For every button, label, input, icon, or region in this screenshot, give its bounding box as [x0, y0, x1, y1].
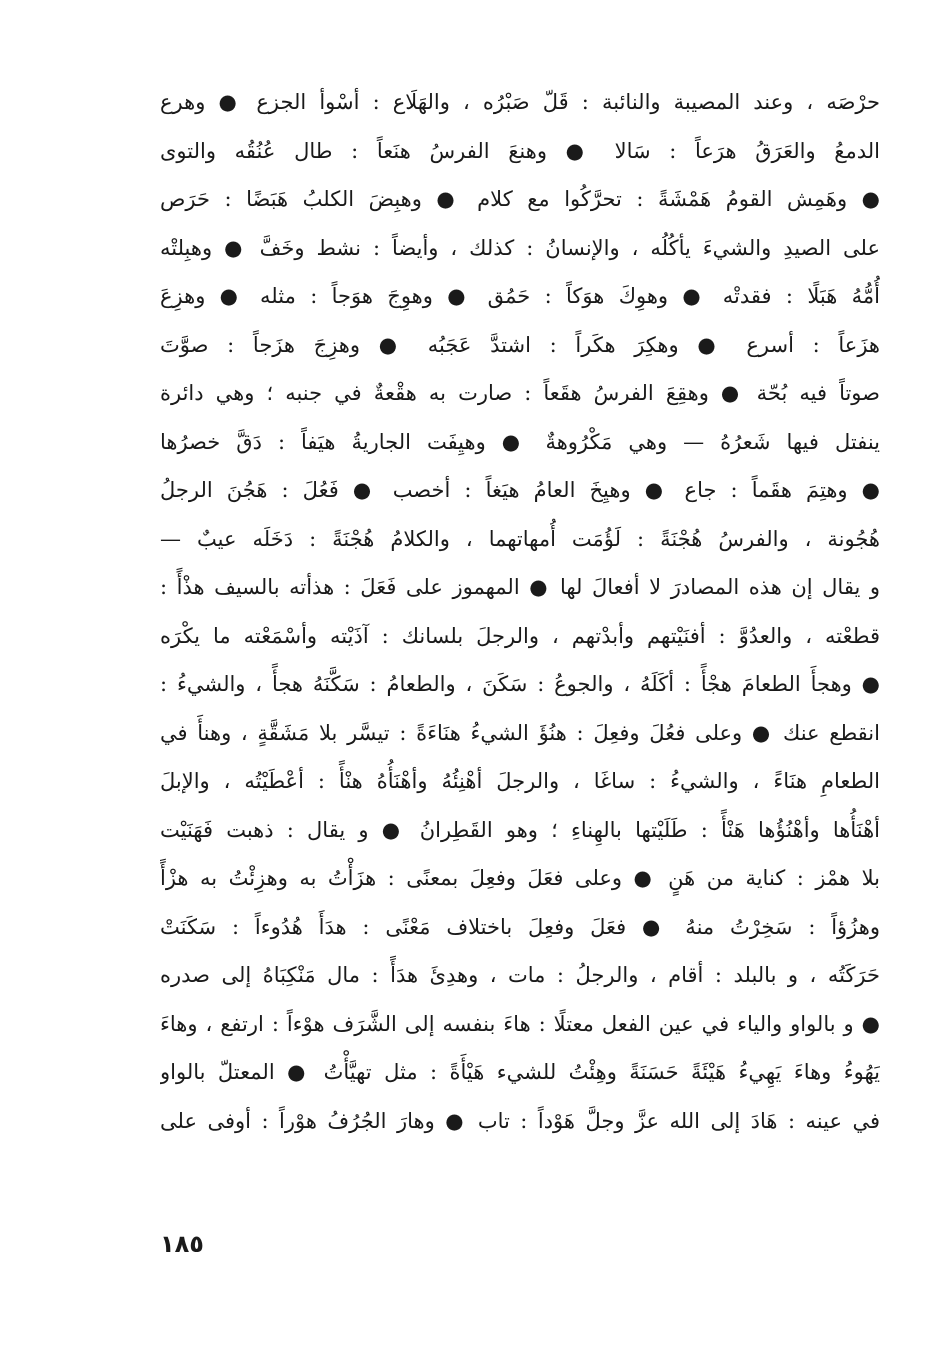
- text-line: في عينه : هَادَ إلى الله عزَّ وجلَّ هَوْداً : تاب ● وهارَ الجُرُفُ هوْراً : أوفى على: [160, 1108, 880, 1133]
- text-line: ينفتل فيها شَعرُهُ — وهي مَكْرُوهةٌ ● وهيِفَت الجاريةُ هيَفاً : دَقَّ خصرُها: [160, 429, 880, 454]
- text-line: حَرَكَتُه ، و بالبلد : أقام ، والرجلُ : مات ، وهدِئَ هدَأً : مال مَنْكِبَاهُ إلى صدره: [160, 963, 880, 987]
- text-line: حرْصَه ، وعند المصيبة والنائبة : قَلّ صَبْرُه ، والهَلَاع : أسْوأ الجزع ● وهرع: [160, 90, 880, 114]
- text-line: أهْنَأُها وأهْنُؤُها هَنْأً : طَلَيْتها بالهِناءِ ؛ وهو القَطِرانُ ● و يقال : ذهبت فَهَنَيْت: [160, 817, 880, 842]
- text-line: الطعامِ هنَاءً ، والشيءُ : ساغَا ، والرجلَ أهْنِئُهُ وأهْنَأُهُ هنْأً : أعْطَيْتُه ، والإبلَ: [160, 769, 880, 793]
- text-line: وهزُؤاً : سَخِرْتُ منهُ ● فعَلَ وفعِلَ باختلاف مَعْنًى : هدَأَ هُدُوءاً : سَكَنَتْ: [160, 914, 880, 939]
- text-line: أُمُّهُ هَبَلًا : فقدتْه ● وهوِكَ هوَكاً : حَمُق ● وهوِجَ هوَجاً : مثله ● وهزِعَ: [160, 284, 880, 308]
- text-line: ● وهَمِش القومُ هَمْشَةً : تحرَّكُوا مع كلام ● وهبِضَ الكلبُ هَبَضًا : حَرَص: [160, 187, 880, 211]
- text-line: هزَعاً : أسرع ● وهكِرَ هكَراً : اشتدَّ عَجَبُه ● وهزِجَ هزَجاً : صوَّتَ: [160, 332, 880, 357]
- text-line: يَهُوءُ وهاءَ يَهِيءُ هَيْئَةً حَسَنَةً وهِئْتُ للشيء هَيْأَةً : مثل تهيَّأْتُ ● المعتلّ بالواو: [160, 1060, 880, 1084]
- text-line: و يقال إن هذه المصادرَ لا أفعالَ لها ● المهموز على فَعَلَ : هذأته بالسيف هذْأً :: [160, 575, 880, 599]
- text-line: صوتاً فيه بُحّة ● وهقِعَ الفرسُ هقَعاً : صارت به هقْعةٌ في جنبه ؛ وهي دائرة: [160, 381, 880, 405]
- text-line: ● وهتِمَ هقَماً : جاع ● وهيِخَ العامُ هيَغاً : أخصب ● فَعُلَ : هَجُنَ الرجلُ: [160, 478, 880, 502]
- text-line: قطعْته ، والعدُوَّ : أفنَيْتهم وأبدْتهم ، والرجلَ بلسانك : آذَيْته وأسْمَعْته ما يكْرَه: [160, 623, 880, 648]
- text-body: [160, 78, 880, 1145]
- text-line: ● وهجأَ الطعامَ هجْأً : أكَلَهُ ، والجوعُ : سَكَنَ ، والطعامُ : سَكَّنَهُ هجأً ، والشيءُ :: [160, 672, 880, 696]
- text-line: انقطع عنك ● وعلى فعُلَ وفعِلَ : هنُؤَ الشيءُ هنَاءَةً : تيسَّر بلا مَشَقَّةٍ ، وهنأَ في: [160, 720, 880, 745]
- text-line: الدمعُ والعَرَقُ هرَعاً : سَالا ● وهنعَ الفرسُ هنَعاً : طال عُنُقُه والتوى: [160, 138, 880, 163]
- page-number: ١٨٥: [160, 1230, 204, 1258]
- text-line: ● و بالواو والياء في عين الفعل معتلًا : هاءَ بنفسه إلى الشَّرَف هوْءاً : ارتفع ، وهاءَ: [160, 1011, 880, 1036]
- text-line: بلا همْز : كناية من هَنٍ ● وعلى فعَلَ وفعِلَ بمعنًى : هزَأْتُ به وهزِئْتُ به هزْأً: [160, 866, 880, 890]
- text-line: على الصيدِ والشيءَ يأكُلُه ، والإنسانُ : كذلك ، وأيضاً : نشط وخَفَّ ● وهبِلتْه: [160, 235, 880, 260]
- text-line: هُجُونة ، والفرسُ هُجْنَةً : لَؤُمَت أُمهاتهما ، والكلامُ هُجْنَةً : دَخَلَه عيبٌ —: [160, 526, 880, 551]
